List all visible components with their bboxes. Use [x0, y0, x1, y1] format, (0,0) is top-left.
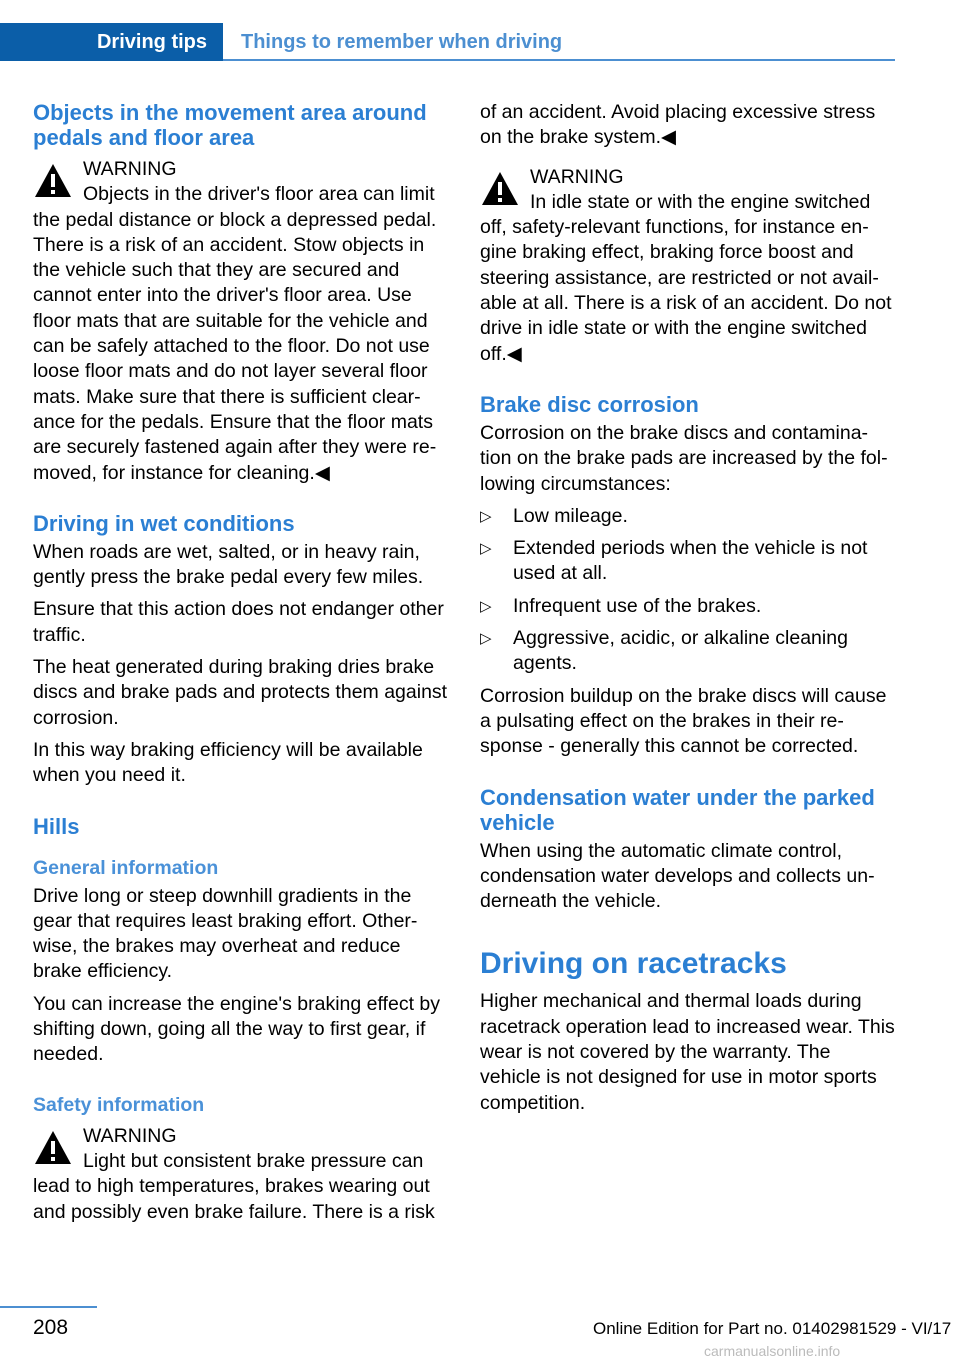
bullet-icon: ▷: [480, 540, 492, 558]
heading-brake-disc-corrosion: Brake disc corrosion: [480, 391, 699, 417]
list-item: ▷ Extended periods when the vehicle is not used at all.: [480, 537, 868, 585]
heading-safety-information: Safety information: [33, 1093, 205, 1116]
heading-general-information: General information: [33, 856, 219, 879]
warning-text: Objects in the driver's floor area can limit the pedal distance or block a depressed pedal. There is a risk of an accident. Stow objects in the vehicle such that they are secured and cannot enter into the driver's floor area. Use floor mats that are suitable for the vehicle and can be safely attached to the floor. Do not use loose floor mats and do not layer several floor mats. Make sure that there is sufficient clear‐ance for the pedals. Ensure that the floor mats are securely fastened again after they were re‐moved, for instance for cleaning.◀: [33, 183, 437, 484]
heading-objects: Objects in the movement area around pedals and floor area: [33, 100, 427, 150]
warning-block-safety: [33, 1124, 448, 1225]
warning-block-objects: [33, 157, 448, 486]
paragraph: Ensure that this action does not endanger other traffic.: [33, 598, 444, 646]
bullet-icon: ▷: [480, 630, 492, 648]
warning-text: Light but consistent brake pressure can lead to high temperatures, brakes wearing out and possibly even brake failure. There is a risk: [33, 1149, 435, 1223]
warning-triangle-icon: [33, 1128, 73, 1168]
warning-triangle-icon: [480, 169, 520, 209]
bullet-icon: ▷: [480, 597, 492, 615]
paragraph: When roads are wet, salted, or in heavy rain, gently press the brake pedal every few miles.: [33, 540, 424, 589]
paragraph: When using the automatic climate control, condensation water develops and collects un‐derneath the vehicle.: [480, 839, 875, 913]
heading-condensation: Condensation water under the parked vehicle: [480, 784, 875, 835]
warning-title: WARNING: [530, 165, 624, 188]
right-column: [480, 100, 895, 1123]
page-number: 208: [33, 1316, 69, 1339]
warning-block-idle: [480, 165, 895, 367]
footer-rule: [0, 1306, 97, 1308]
warning-title: WARNING: [83, 1124, 177, 1147]
circumstances-list: [480, 504, 895, 677]
heading-hills: Hills: [33, 813, 80, 839]
paragraph: Higher mechanical and thermal loads during racetrack operation lead to increased wear. This wear is not covered by the warranty. The vehicle is not designed for use in motor sports competition.: [480, 990, 895, 1114]
left-column: [33, 100, 448, 1232]
warning-triangle-icon: [33, 161, 73, 201]
section-tab: Driving tips: [0, 23, 223, 61]
paragraph: Corrosion buildup on the brake discs will cause a pulsating effect on the brakes in their re‐sponse - generally this cannot be corrected.: [480, 684, 887, 758]
paragraph-continued: of an accident. Avoid placing excessive stress on the brake system.◀: [480, 101, 876, 149]
paragraph: The heat generated during braking dries brake discs and brake pads and protects them against corrosion.: [33, 656, 448, 729]
watermark: carmanualsonline.info: [704, 1343, 841, 1359]
heading-racetracks: Driving on racetracks: [480, 947, 787, 981]
list-item: ▷ Aggressive, acidic, or alkaline cleaning agents.: [480, 627, 848, 675]
page-header: [0, 23, 895, 61]
paragraph: You can increase the engine's braking effect by shifting down, going all the way to first gear, if needed.: [33, 992, 441, 1066]
paragraph: Drive long or steep downhill gradients in the gear that requires least braking effort. Other‐wise, the brakes may overheat and reduce brake efficiency.: [33, 884, 418, 983]
paragraph: In this way braking efficiency will be available when you need it.: [33, 738, 423, 787]
subsection-title: Things to remember when driving: [241, 30, 563, 53]
heading-wet-conditions: Driving in wet conditions: [33, 510, 295, 536]
bullet-icon: ▷: [480, 507, 492, 525]
list-item: ▷ Low mileage.: [480, 504, 895, 529]
edition-note: Online Edition for Part no. 01402981529 - VI/17: [593, 1319, 952, 1338]
list-item: ▷ Infrequent use of the brakes.: [480, 594, 895, 619]
warning-text: In idle state or with the engine switched off, safety-relevant functions, for instance en‐gine braking effect, braking force boost and steering assistance, are restricted or not avail‐able at all. There is a risk of an accident. Do not drive in idle state or with the engine switched off.◀: [480, 190, 892, 365]
paragraph: Corrosion on the brake discs and contamina‐tion on the brake pads are increased by the fol‐lowing circumstances:: [480, 421, 888, 495]
warning-title: WARNING: [83, 158, 177, 180]
